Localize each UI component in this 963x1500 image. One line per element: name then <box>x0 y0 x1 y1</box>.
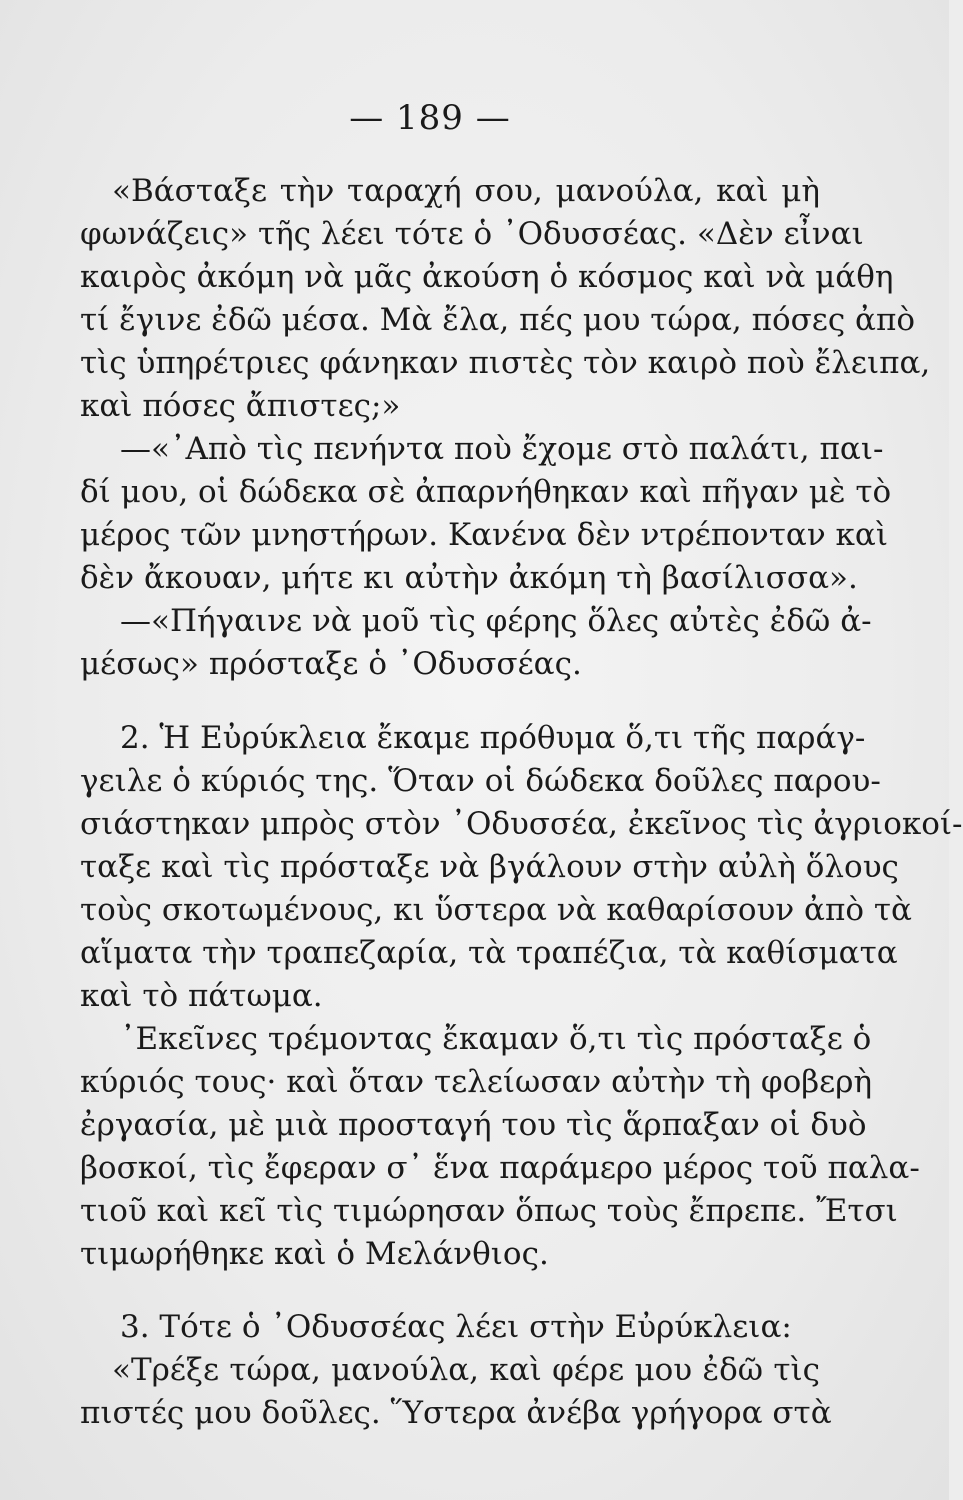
text-line: ταξε καὶ τὶς πρόσταξε νὰ βγάλουν στὴν αὐλὴ ὅλους <box>80 849 899 885</box>
text-line: τιμωρήθηκε καὶ ὁ Μελάνθιος. <box>80 1236 549 1272</box>
text-line: 3. Τότε ὁ ᾿Οδυσσέας λέει στὴν Εὐρύκλεια: <box>120 1309 792 1345</box>
text-line: καὶ τὸ πάτωμα. <box>80 978 323 1014</box>
text-line: τιοῦ καὶ κεῖ τὶς τιμώρησαν ὅπως τοὺς ἔπρεπε. Ἔτσι <box>80 1193 898 1229</box>
text-line: μέρος τῶν μνηστήρων. Κανένα δὲν ντρέπονταν καὶ <box>80 517 888 553</box>
text-line: —«Πήγαινε νὰ μοῦ τὶς φέρης ὅλες αὐτὲς ἐδῶ ἀ- <box>120 603 872 639</box>
text-line: τὶς ὑπηρέτριες φάνηκαν πιστὲς τὸν καιρὸ ποὺ ἔλειπα, <box>80 345 931 381</box>
text-line: γειλε ὁ κύριός της. Ὅταν οἱ δώδεκα δοῦλες παρου- <box>80 763 881 799</box>
text-line: —«᾿Απὸ τὶς πενήντα ποὺ ἔχομε στὸ παλάτι, παι- <box>120 431 884 467</box>
text-line: τί ἔγινε ἐδῶ μέσα. Μὰ ἔλα, πές μου τώρα, πόσες ἀπὸ <box>80 302 916 338</box>
page-number: — 189 — <box>349 98 511 138</box>
text-line: σιάστηκαν μπρὸς στὸν ᾿Οδυσσέα, ἐκεῖνος τὶς ἀγριοκοί- <box>80 806 963 842</box>
text-line: δί μου, οἱ δώδεκα σὲ ἀπαρνήθηκαν καὶ πῆγαν μὲ τὸ <box>80 474 892 510</box>
text-line: τοὺς σκοτωμένους, κι ὕστερα νὰ καθαρίσουν ἀπὸ τὰ <box>80 892 912 928</box>
text-line: κύριός τους· καὶ ὅταν τελείωσαν αὐτὴν τὴ φοβερὴ <box>80 1064 873 1100</box>
text-line: βοσκοί, τὶς ἔφεραν σ᾿ ἕνα παράμερο μέρος τοῦ παλα- <box>80 1150 920 1186</box>
text-line: «Βάσταξε τὴν ταραχή σου, μανούλα, καὶ μὴ <box>112 173 820 209</box>
text-line: καιρὸς ἀκόμη νὰ μᾶς ἀκούση ὁ κόσμος καὶ νὰ μάθη <box>80 259 894 295</box>
text-line: μέσως» πρόσταξε ὁ ᾿Οδυσσέας. <box>80 646 582 682</box>
text-line: φωνάζεις» τῆς λέει τότε ὁ ᾿Οδυσσέας. «Δὲν εἶναι <box>80 216 864 252</box>
text-line: πιστές μου δοῦλες. Ὕστερα ἀνέβα γρήγορα στὰ <box>80 1395 832 1431</box>
text-line: αἵματα τὴν τραπεζαρία, τὰ τραπέζια, τὰ καθίσματα <box>80 935 898 971</box>
text-line: «Τρέξε τώρα, μανούλα, καὶ φέρε μου ἐδῶ τὶς <box>112 1352 820 1388</box>
text-line: καὶ πόσες ἄπιστες;» <box>80 388 401 424</box>
text-line: δὲν ἄκουαν, μήτε κι αὐτὴν ἀκόμη τὴ βασίλισσα». <box>80 560 858 596</box>
text-line: ᾿Εκεῖνες τρέμοντας ἔκαμαν ὅ,τι τὶς πρόσταξε ὁ <box>120 1021 872 1057</box>
text-line: ἐργασία, μὲ μιὰ προσταγή του τὶς ἅρπαξαν οἱ δυὸ <box>80 1107 867 1143</box>
text-line: 2. Ἡ Εὐρύκλεια ἔκαμε πρόθυμα ὅ,τι τῆς παράγ- <box>120 720 866 756</box>
